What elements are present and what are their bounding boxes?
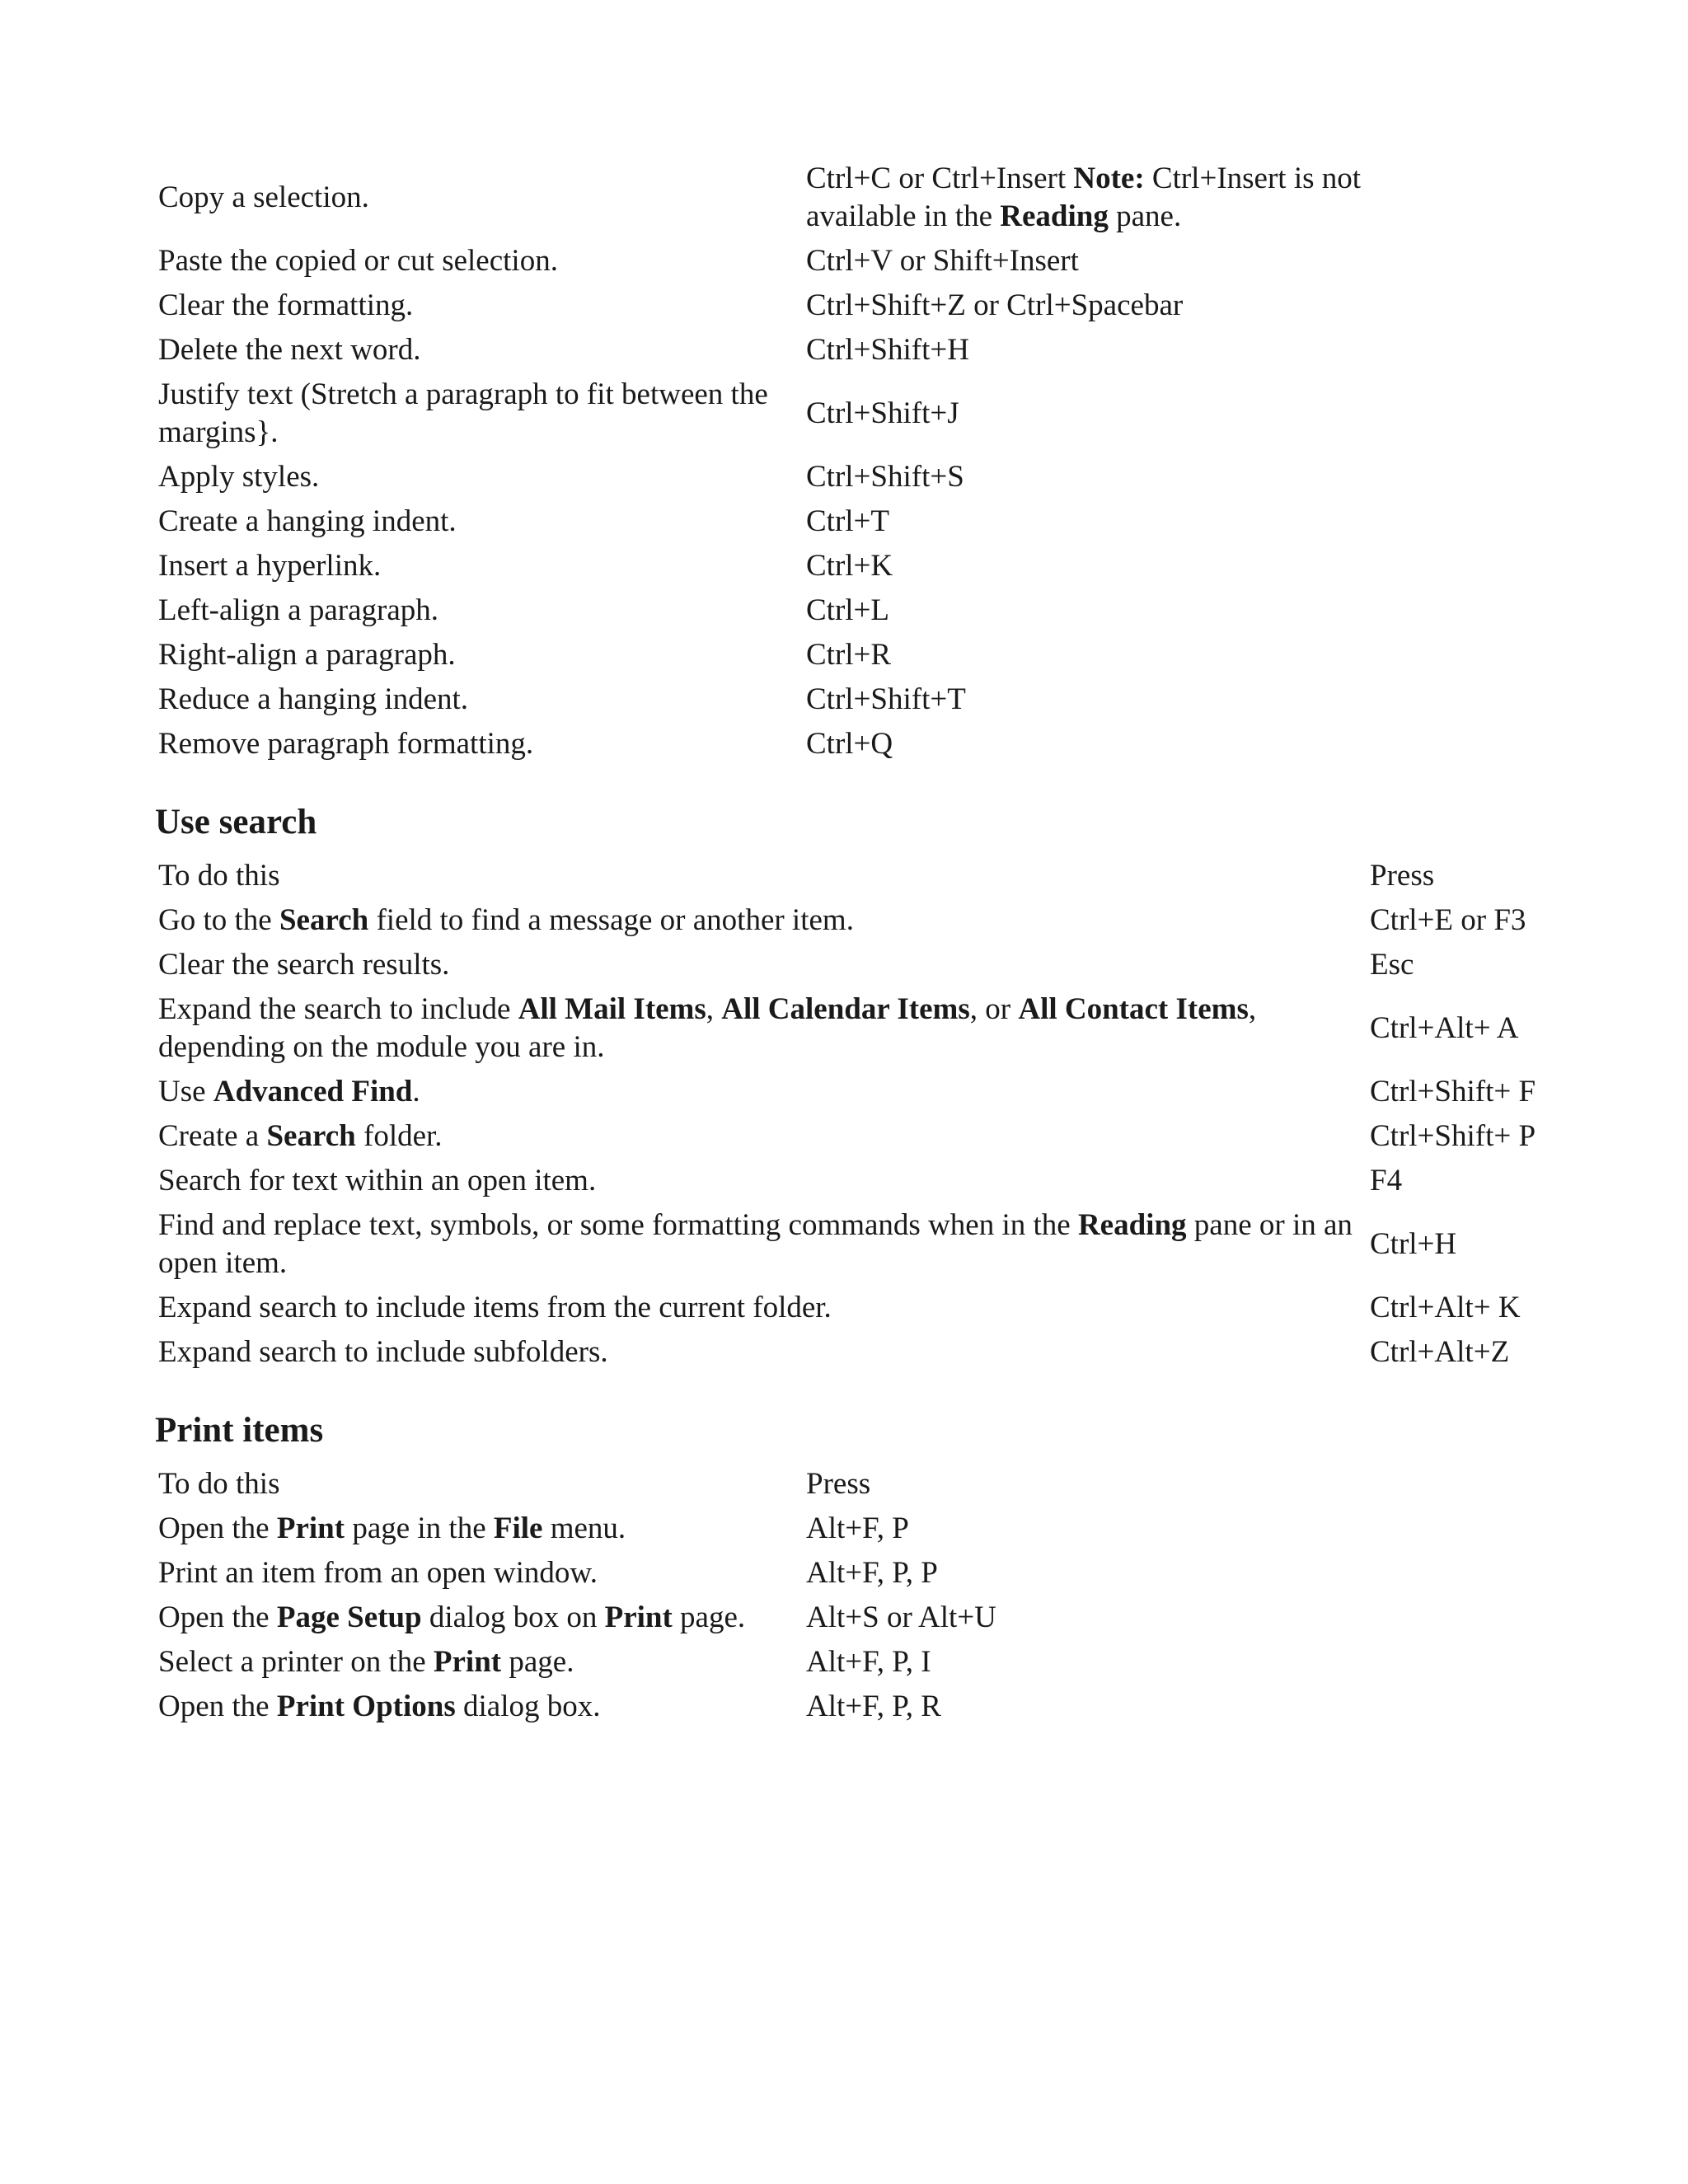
- shortcut-cell: [1370, 1330, 1539, 1375]
- table-row: [158, 157, 1432, 239]
- table-row: [158, 987, 1539, 1070]
- table-row: [158, 239, 1432, 284]
- action-text-run: ,: [706, 992, 722, 1026]
- action-cell: [158, 1203, 1370, 1286]
- table-row: [158, 1159, 1539, 1203]
- table-row: [158, 544, 1432, 588]
- action-cell: [158, 1070, 1370, 1114]
- shortcut-text-run: Ctrl+Insert is not available in the: [806, 162, 1362, 233]
- column-header-action: To do this: [158, 859, 280, 893]
- action-text-run: Reduce a hanging indent.: [158, 682, 469, 716]
- shortcut-text-run: Ctrl+Shift+ F: [1370, 1075, 1536, 1108]
- table-row: [158, 633, 1432, 677]
- action-text-run: Search for text within an open item.: [158, 1164, 597, 1197]
- table-row: [158, 677, 1432, 722]
- shortcut-text-run: Reading: [1000, 199, 1109, 233]
- table-row: [158, 898, 1539, 943]
- action-text-run: All Calendar Items: [721, 992, 970, 1026]
- action-text-run: menu.: [542, 1511, 626, 1545]
- action-text-run: Search: [266, 1119, 356, 1153]
- shortcut-text-run: Ctrl+Q: [806, 727, 893, 761]
- shortcut-text-run: F4: [1370, 1164, 1403, 1197]
- action-text-run: Reading: [1077, 1208, 1187, 1242]
- action-cell: [158, 1640, 806, 1685]
- action-text-run: Copy a selection.: [158, 180, 369, 214]
- shortcut-cell: [806, 633, 1432, 677]
- shortcut-text-run: Alt+F, P, I: [806, 1645, 931, 1679]
- shortcut-cell: [1370, 943, 1539, 987]
- action-text-run: Expand search to include subfolders.: [158, 1335, 608, 1369]
- action-cell: [158, 943, 1370, 987]
- shortcut-text-run: Ctrl+R: [806, 638, 892, 672]
- shortcut-cell: [806, 1640, 1301, 1685]
- action-text-run: Expand search to include items from the current folder.: [158, 1291, 832, 1324]
- action-text-run: folder.: [355, 1119, 443, 1153]
- action-text-run: All Mail Items: [518, 992, 706, 1026]
- action-text-run: page in the: [345, 1511, 494, 1545]
- shortcut-text-run: Ctrl+Alt+Z: [1370, 1335, 1510, 1369]
- shortcut-text-run: Ctrl+Shift+T: [806, 682, 966, 716]
- column-header-keys: Press: [1370, 859, 1435, 893]
- action-text-run: Remove paragraph formatting.: [158, 727, 534, 761]
- action-text-run: File: [493, 1511, 543, 1545]
- action-text-run: Print: [276, 1511, 345, 1545]
- shortcut-cell: [806, 1507, 1301, 1551]
- table-row: [158, 1203, 1539, 1286]
- action-text-run: Apply styles.: [158, 460, 320, 494]
- action-text-run: Insert a hyperlink.: [158, 549, 382, 583]
- shortcut-text-run: Ctrl+Shift+H: [806, 333, 969, 367]
- shortcut-cell: [806, 455, 1432, 499]
- action-text-run: Create a: [158, 1119, 267, 1153]
- action-text-run: Find and replace text, symbols, or some formatting commands when in the: [158, 1208, 1078, 1242]
- action-text-run: Justify text (Stretch a paragraph to fit between the margins}.: [158, 377, 768, 449]
- column-header-action: To do this: [158, 1467, 280, 1501]
- action-text-run: Create a hanging indent.: [158, 504, 457, 538]
- table-header-row: [158, 854, 1539, 898]
- action-text-run: .: [412, 1075, 420, 1108]
- action-text-run: Left-align a paragraph.: [158, 593, 439, 627]
- action-text-run: page.: [501, 1645, 574, 1679]
- table-row: [158, 1114, 1539, 1159]
- shortcut-text-run: Alt+F, P, R: [806, 1690, 941, 1723]
- column-header-keys: Press: [806, 1467, 871, 1501]
- action-text-run: dialog box on: [421, 1601, 605, 1634]
- table-row: [158, 1070, 1539, 1114]
- action-cell: [158, 987, 1370, 1070]
- shortcut-text-run: Ctrl+V or Shift+Insert: [806, 244, 1079, 278]
- shortcut-text-run: Alt+F, P: [806, 1511, 909, 1545]
- shortcut-text-run: Ctrl+Shift+J: [806, 396, 959, 430]
- shortcut-text-run: Ctrl+C or Ctrl+Insert: [806, 162, 1074, 195]
- action-text-run: Print Options: [276, 1690, 456, 1723]
- shortcut-cell: [806, 328, 1432, 373]
- action-text-run: Print an item from an open window.: [158, 1556, 598, 1590]
- action-text-run: Right-align a paragraph.: [158, 638, 456, 672]
- table-row: [158, 499, 1432, 544]
- table-row: [158, 284, 1432, 328]
- action-text-run: Search: [279, 903, 369, 937]
- action-cell: [158, 373, 806, 455]
- table-row: [158, 1507, 1301, 1551]
- shortcut-cell: [1370, 1203, 1539, 1286]
- action-text-run: dialog box.: [455, 1690, 601, 1723]
- action-text-run: Clear the search results.: [158, 948, 450, 982]
- search-shortcuts-body: [158, 854, 1539, 1375]
- action-cell: [158, 1330, 1370, 1375]
- action-text-run: Select a printer on the: [158, 1645, 434, 1679]
- shortcut-cell: [806, 588, 1432, 633]
- shortcut-cell: [806, 1685, 1301, 1729]
- shortcut-text-run: Ctrl+K: [806, 549, 893, 583]
- table-row: [158, 328, 1432, 373]
- action-text-run: Delete the next word.: [158, 333, 421, 367]
- shortcut-text-run: Ctrl+Alt+ K: [1370, 1291, 1521, 1324]
- shortcut-text-run: Ctrl+E or F3: [1370, 903, 1526, 937]
- action-cell: [158, 1159, 1370, 1203]
- shortcut-cell: [806, 284, 1432, 328]
- shortcut-cell: [1370, 1070, 1539, 1114]
- shortcut-text-run: Esc: [1370, 948, 1414, 982]
- action-cell: [158, 499, 806, 544]
- action-text-run: , or: [969, 992, 1019, 1026]
- section-heading-print-items: Print items: [155, 1411, 324, 1450]
- action-text-run: Advanced Find: [213, 1075, 413, 1108]
- action-text-run: pane or in an open item.: [158, 1208, 1353, 1280]
- shortcut-text-run: Ctrl+L: [806, 593, 890, 627]
- action-cell: [158, 1596, 806, 1640]
- action-cell: [158, 239, 806, 284]
- action-cell: [158, 284, 806, 328]
- shortcut-cell: [806, 499, 1432, 544]
- shortcut-text-run: pane.: [1108, 199, 1182, 233]
- table-row: [158, 1286, 1539, 1330]
- shortcut-text-run: Ctrl+Shift+Z or Ctrl+Spacebar: [806, 288, 1184, 322]
- action-cell: [158, 157, 806, 239]
- print-shortcuts-table: [158, 1462, 1301, 1729]
- action-text-run: Print: [604, 1601, 673, 1634]
- shortcut-cell: [806, 373, 1432, 455]
- shortcut-text-run: Ctrl+H: [1370, 1227, 1457, 1261]
- shortcut-text-run: Note:: [1073, 162, 1145, 195]
- shortcut-cell: [1370, 898, 1539, 943]
- document-page: [155, 157, 1543, 1729]
- table-row: [158, 722, 1432, 766]
- action-text-run: Use: [158, 1075, 213, 1108]
- action-text-run: page.: [672, 1601, 746, 1634]
- table-row: [158, 1685, 1301, 1729]
- table-row: [158, 373, 1432, 455]
- section-heading-use-search: Use search: [155, 803, 317, 841]
- table-row: [158, 588, 1432, 633]
- shortcut-cell: [806, 1551, 1301, 1596]
- shortcut-text-run: Ctrl+Alt+ A: [1370, 1011, 1519, 1045]
- shortcut-text-run: Alt+S or Alt+U: [806, 1601, 996, 1634]
- action-text-run: Clear the formatting.: [158, 288, 414, 322]
- action-cell: [158, 722, 806, 766]
- shortcut-cell: [806, 239, 1432, 284]
- action-text-run: , depending on the module you are in.: [158, 992, 1257, 1064]
- shortcut-cell: [1370, 1159, 1539, 1203]
- shortcut-text-run: Ctrl+Shift+S: [806, 460, 964, 494]
- table-row: [158, 943, 1539, 987]
- shortcut-text-run: Alt+F, P, P: [806, 1556, 938, 1590]
- action-text-run: Open the: [158, 1690, 277, 1723]
- action-cell: [158, 1114, 1370, 1159]
- formatting-shortcuts-body: [158, 157, 1432, 766]
- table-header-row: [158, 1462, 1301, 1507]
- shortcut-cell: [806, 157, 1432, 239]
- print-shortcuts-body: [158, 1462, 1301, 1729]
- shortcut-cell: [806, 1596, 1301, 1640]
- shortcut-cell: [806, 722, 1432, 766]
- formatting-shortcuts-table: [158, 157, 1432, 766]
- action-text-run: Open the: [158, 1511, 277, 1545]
- search-shortcuts-table: [158, 854, 1539, 1375]
- action-text-run: Expand the search to include: [158, 992, 518, 1026]
- shortcut-cell: [1370, 1286, 1539, 1330]
- table-row: [158, 1551, 1301, 1596]
- action-text-run: Open the: [158, 1601, 277, 1634]
- action-cell: [158, 677, 806, 722]
- action-cell: [158, 588, 806, 633]
- shortcut-cell: [806, 544, 1432, 588]
- action-cell: [158, 898, 1370, 943]
- action-text-run: field to find a message or another item.: [368, 903, 854, 937]
- action-cell: [158, 328, 806, 373]
- action-cell: [158, 1685, 806, 1729]
- action-text-run: All Contact Items: [1018, 992, 1249, 1026]
- table-row: [158, 1640, 1301, 1685]
- shortcut-text-run: Ctrl+Shift+ P: [1370, 1119, 1536, 1153]
- action-text-run: Print: [433, 1645, 502, 1679]
- action-cell: [158, 633, 806, 677]
- shortcut-text-run: Ctrl+T: [806, 504, 890, 538]
- action-text-run: Go to the: [158, 903, 279, 937]
- table-row: [158, 455, 1432, 499]
- action-cell: [158, 1507, 806, 1551]
- table-row: [158, 1596, 1301, 1640]
- action-cell: [158, 1286, 1370, 1330]
- action-cell: [158, 1551, 806, 1596]
- table-row: [158, 1330, 1539, 1375]
- action-cell: [158, 455, 806, 499]
- shortcut-cell: [1370, 1114, 1539, 1159]
- action-cell: [158, 544, 806, 588]
- shortcut-cell: [806, 677, 1432, 722]
- action-text-run: Paste the copied or cut selection.: [158, 244, 558, 278]
- action-text-run: Page Setup: [276, 1601, 422, 1634]
- shortcut-cell: [1370, 987, 1539, 1070]
